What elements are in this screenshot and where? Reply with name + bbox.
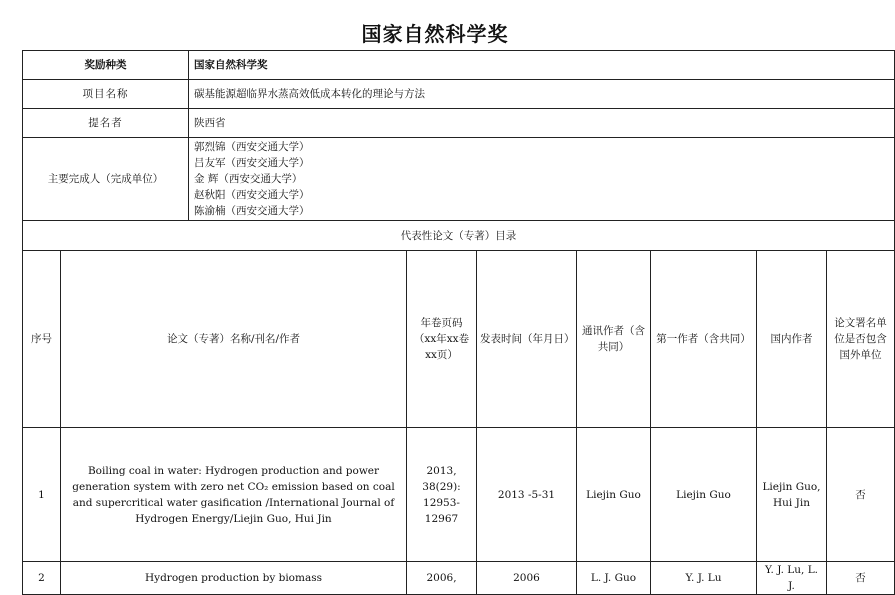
paper-volume: 2013, 38(29): 12953-12967 (407, 428, 477, 562)
nominator-value: 陕西省 (189, 109, 895, 138)
paper-volume: 2006, (407, 562, 477, 595)
paper-no: 1 (23, 428, 61, 562)
col-header-foreign-unit: 论文署名单位是否包含国外单位 (827, 251, 895, 428)
paper-first-author: Liejin Guo (651, 428, 757, 562)
paper-corresponding-author: L. J. Guo (577, 562, 651, 595)
paper-row (23, 428, 895, 562)
completer-item: 赵秋阳（西安交通大学） (194, 189, 310, 201)
paper-title: Boiling coal in water: Hydrogen production and power generation system with zero net CO₂ emission based on coal and supercritical water gasification /International Journal of Hydrogen Energy/Liejin Guo, Hui Jin (61, 428, 407, 562)
document-title: 国家自然科学奖 (361, 22, 509, 46)
paper-foreign-unit: 否 (827, 562, 895, 595)
paper-row (23, 562, 895, 595)
paper-no: 2 (23, 562, 61, 595)
completers-row (23, 138, 895, 221)
completers-list (189, 138, 895, 221)
col-header-title: 论文（专著）名称/刊名/作者 (61, 251, 407, 428)
project-name-row (23, 80, 895, 109)
award-type-row (23, 51, 895, 80)
col-header-first-author: 第一作者（含共同） (651, 251, 757, 428)
award-type-label: 奖励种类 (23, 51, 189, 80)
completer-item: 郭烈锦（西安交通大学） (194, 141, 310, 153)
paper-date: 2006 (477, 562, 577, 595)
award-form-table (22, 50, 895, 595)
paper-first-author: Y. J. Lu (651, 562, 757, 595)
papers-header-row (23, 251, 895, 428)
nominator-label: 提名者 (23, 109, 189, 138)
paper-corresponding-author: Liejin Guo (577, 428, 651, 562)
award-type-value: 国家自然科学奖 (189, 51, 895, 80)
completer-item: 陈渝楠（西安交通大学） (194, 205, 310, 217)
papers-section-title: 代表性论文（专著）目录 (23, 221, 895, 251)
project-name-label: 项目名称 (23, 80, 189, 109)
col-header-domestic-authors: 国内作者 (757, 251, 827, 428)
col-header-corresponding: 通讯作者（含共同） (577, 251, 651, 428)
paper-title: Hydrogen production by biomass (61, 562, 407, 595)
completers-label: 主要完成人（完成单位） (23, 138, 189, 221)
paper-domestic-authors: Y. J. Lu, L. J. (757, 562, 827, 595)
papers-section-row (23, 221, 895, 251)
paper-date: 2013 -5-31 (477, 428, 577, 562)
completer-item: 吕友军（西安交通大学） (194, 157, 310, 169)
col-header-volume: 年卷页码（xx年xx卷xx页） (407, 251, 477, 428)
col-header-date: 发表时间（年月日） (477, 251, 577, 428)
paper-foreign-unit: 否 (827, 428, 895, 562)
paper-domestic-authors: Liejin Guo, Hui Jin (757, 428, 827, 562)
col-header-no: 序号 (23, 251, 61, 428)
completer-item: 金 辉（西安交通大学） (194, 173, 303, 185)
project-name-value: 碳基能源超临界水蒸高效低成本转化的理论与方法 (189, 80, 895, 109)
nominator-row (23, 109, 895, 138)
